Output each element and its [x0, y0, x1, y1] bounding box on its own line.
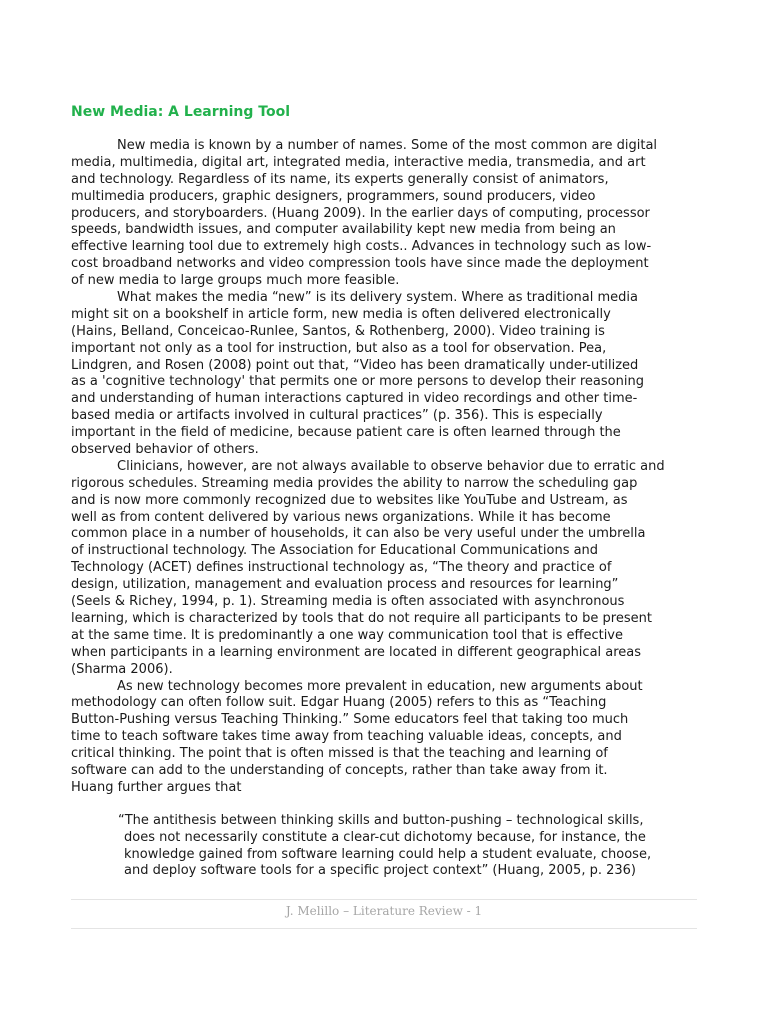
text-line: observed behavior of others.	[71, 442, 259, 458]
article-body	[71, 138, 701, 880]
section-heading: New Media: A Learning Tool	[71, 104, 291, 120]
text-line: effective learning tool due to extremely high costs.. Advances in technology such as low-	[71, 239, 652, 255]
text-line: as a 'cognitive technology' that permits one or more persons to develop their reasoning	[71, 374, 644, 390]
quote-line: does not necessarily constitute a clear-cut dichotomy because, for instance, the	[124, 829, 646, 845]
text-line: design, utilization, management and evaluation process and resources for learning”	[71, 577, 619, 593]
footer-divider-bottom	[71, 928, 697, 929]
text-line: when participants in a learning environment are located in different geographical areas	[71, 644, 642, 660]
text-line: Huang further argues that	[71, 779, 242, 795]
text-line: New media is known by a number of names. Some of the most common are digital	[117, 138, 658, 153]
text-line: (Sharma 2006).	[71, 661, 173, 677]
text-line: important not only as a tool for instruction, but also as a tool for observation. Pea,	[71, 340, 607, 356]
page-footer: J. Melillo – Literature Review - 1	[285, 904, 483, 918]
text-line: As new technology becomes more prevalent in education, new arguments about	[117, 678, 643, 694]
text-line: producers, and storyboarders. (Huang 2009). In the earlier days of computing, processor	[71, 205, 650, 221]
text-line: based media or artifacts involved in cultural practices” (p. 356). This is especially	[71, 408, 603, 424]
text-line: multimedia producers, graphic designers, programmers, sound producers, video	[71, 188, 596, 204]
text-line: at the same time. It is predominantly a one way communication tool that is effective	[71, 627, 623, 643]
text-line: software can add to the understanding of concepts, rather than take away from it.	[71, 762, 608, 778]
text-line: important in the field of medicine, because patient care is often learned through the	[71, 425, 621, 441]
text-line: of instructional technology. The Association for Educational Communications and	[71, 543, 599, 559]
quote-line: knowledge gained from software learning could help a student evaluate, choose,	[124, 846, 652, 862]
text-line: and is now more commonly recognized due to websites like YouTube and Ustream, as	[71, 492, 628, 508]
text-line: cost broadband networks and video compression tools have since made the deployment	[71, 256, 649, 272]
paragraph-3	[71, 459, 701, 679]
quote-line: and deploy software tools for a specific project context” (Huang, 2005, p. 236)	[124, 863, 636, 879]
text-line: rigorous schedules. Streaming media provides the ability to narrow the scheduling gap	[71, 475, 638, 491]
text-line: well as from content delivered by various news organizations. While it has become	[71, 509, 611, 525]
text-line: critical thinking. The point that is often missed is that the teaching and learning of	[71, 746, 608, 762]
paragraph-2	[71, 290, 701, 459]
text-line: methodology can often follow suit. Edgar Huang (2005) refers to this as “Teaching	[71, 695, 607, 711]
footer-divider-top	[71, 899, 697, 900]
text-line: might sit on a bookshelf in article form, new media is often delivered electronically	[71, 306, 611, 322]
text-line: of new media to large groups much more feasible.	[71, 273, 400, 289]
text-line: Technology (ACET) defines instructional technology as, “The theory and practice of	[71, 560, 612, 576]
text-line: (Hains, Belland, Conceicao-Runlee, Santos, & Rothenberg, 2000). Video training is	[71, 323, 605, 339]
text-line: common place in a number of households, it can also be very useful under the umbrella	[71, 526, 646, 542]
paragraph-4	[71, 679, 701, 797]
quote-line: “The antithesis between thinking skills and button-pushing – technological skills,	[118, 812, 644, 828]
text-line: learning, which is characterized by tools that do not require all participants to be present	[71, 610, 652, 626]
text-line: Lindgren, and Rosen (2008) point out that, “Video has been dramatically under-utilized	[71, 357, 639, 373]
paragraph-1	[71, 138, 701, 290]
text-line: media, multimedia, digital art, integrated media, interactive media, transmedia, and art	[71, 154, 646, 170]
block-quote	[118, 813, 701, 881]
text-line: time to teach software takes time away from teaching valuable ideas, concepts, and	[71, 729, 622, 745]
text-line: speeds, bandwidth issues, and computer availability kept new media from being an	[71, 222, 616, 238]
text-line: Button-Pushing versus Teaching Thinking.” Some educators feel that taking too much	[71, 712, 629, 728]
text-line: and technology. Regardless of its name, its experts generally consist of animators,	[71, 171, 609, 187]
text-line: (Seels & Richey, 1994, p. 1). Streaming media is often associated with asynchronous	[71, 594, 625, 610]
text-line: Clinicians, however, are not always available to observe behavior due to erratic and	[117, 458, 665, 474]
text-line: and understanding of human interactions captured in video recordings and other time-	[71, 391, 638, 407]
text-line: What makes the media “new” is its delivery system. Where as traditional media	[117, 290, 638, 306]
